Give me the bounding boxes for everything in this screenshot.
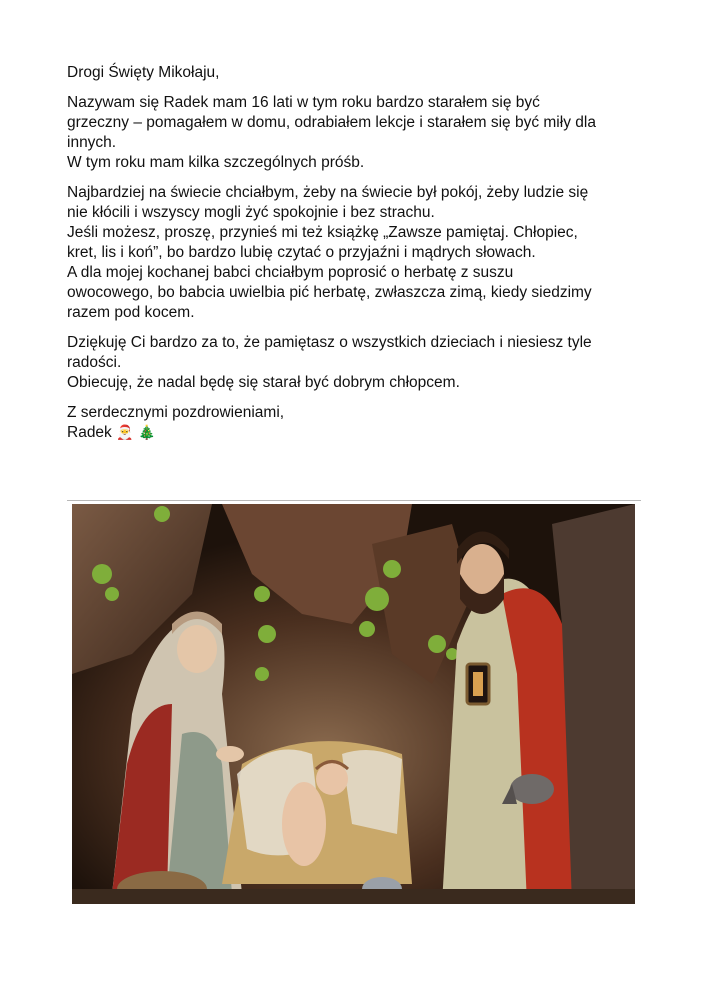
paragraph-wishes xyxy=(67,183,647,323)
text-line: kret, lis i koń”, bo bardzo lubię czytać o przyjaźni i mądrych słowach. xyxy=(67,244,536,261)
manger xyxy=(222,741,412,884)
nativity-photo xyxy=(72,504,635,904)
nativity-illustration xyxy=(72,504,635,904)
text-line: Jeśli możesz, proszę, przynieś mi też książkę „Zawsze pamiętaj. Chłopiec, xyxy=(67,224,578,241)
text-line: razem pod kocem. xyxy=(67,304,195,321)
ground xyxy=(72,889,635,904)
text-line: innych. xyxy=(67,134,117,151)
text-line: Dziękuję Ci bardzo za to, że pamiętasz o wszystkich dzieciach i niesiesz tyle xyxy=(67,334,592,351)
text-line: A dla mojej kochanej babci chciałbym poprosić o herbatę z suszu xyxy=(67,264,514,281)
signature: Radek xyxy=(67,424,112,441)
text-line: nie kłócili i wszyscy mogli żyć spokojnie i bez strachu. xyxy=(67,204,435,221)
paragraph-intro xyxy=(67,93,647,173)
closing-line: Z serdecznymi pozdrowieniami, xyxy=(67,404,285,421)
santa-tree-emoji-icons: 🎅 🎄 xyxy=(116,425,156,441)
signature-line xyxy=(67,423,647,443)
letter-text xyxy=(67,63,647,453)
text-line: grzeczny – pomagałem w domu, odrabiałem lekcje i starałem się być miły dla xyxy=(67,114,596,131)
text-line: radości. xyxy=(67,354,122,371)
greeting xyxy=(67,63,647,83)
divider xyxy=(67,500,641,501)
text-line: Nazywam się Radek mam 16 lati w tym roku bardzo starałem się być xyxy=(67,94,540,111)
greeting-line: Drogi Święty Mikołaju, xyxy=(67,64,220,81)
text-line: Obiecuję, że nadal będę się starał być dobrym chłopcem. xyxy=(67,374,460,391)
text-line: owocowego, bo babcia uwielbia pić herbatę, zwłaszcza zimą, kiedy siedzimy xyxy=(67,284,592,301)
paragraph-thanks xyxy=(67,333,647,393)
closing-block xyxy=(67,403,647,443)
text-line: Najbardziej na świecie chciałbym, żeby na świecie był pokój, żeby ludzie się xyxy=(67,184,589,201)
text-line: W tym roku mam kilka szczególnych próśb. xyxy=(67,154,365,171)
